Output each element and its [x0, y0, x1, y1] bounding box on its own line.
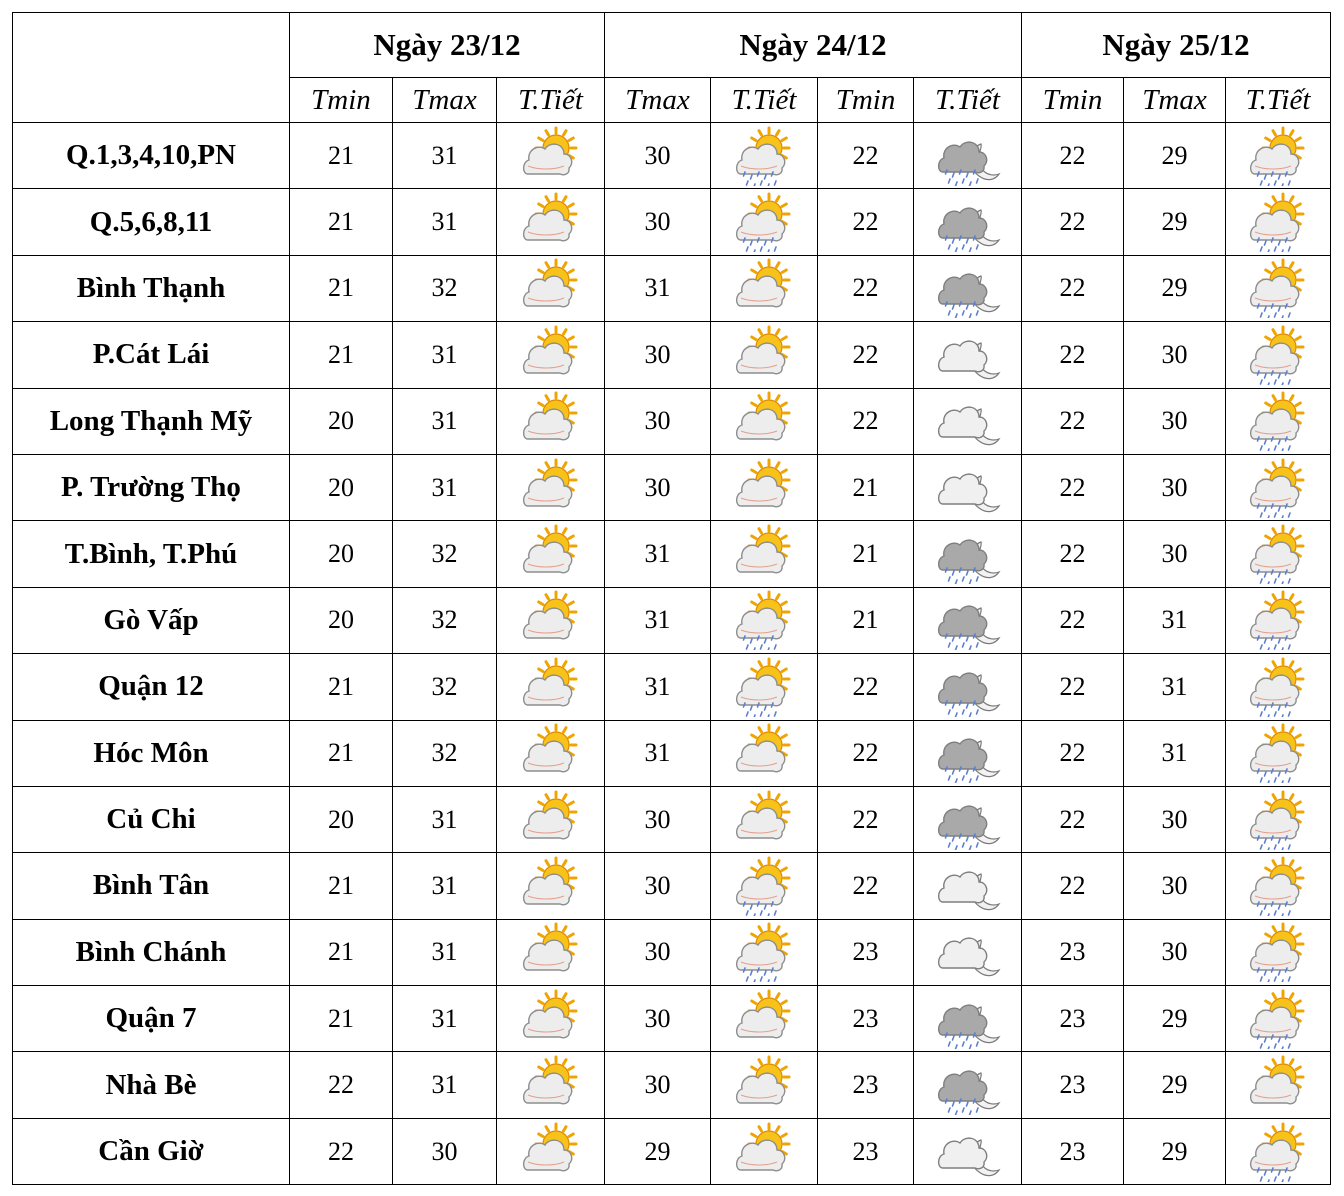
temperature-value: 29 — [1124, 986, 1226, 1052]
sun-cloud-icon — [518, 325, 584, 385]
temperature-value: 21 — [290, 123, 393, 189]
temperature-value: 21 — [290, 255, 393, 321]
temperature-value: 30 — [1124, 454, 1226, 520]
sun-cloud-icon — [497, 454, 605, 520]
moon-cloud-icon — [935, 458, 1001, 518]
col-header: Tmin — [1022, 78, 1124, 123]
sun-cloud-icon — [518, 790, 584, 850]
temperature-value: 22 — [1022, 255, 1124, 321]
sun-cloud-rain-icon — [731, 126, 797, 186]
sun-cloud-icon — [711, 786, 818, 852]
temperature-value: 22 — [818, 786, 914, 852]
table-row — [13, 123, 1331, 189]
temperature-value: 31 — [393, 123, 497, 189]
sun-cloud-icon — [497, 322, 605, 388]
temperature-value: 22 — [818, 322, 914, 388]
temperature-value: 22 — [1022, 322, 1124, 388]
table-row — [13, 255, 1331, 321]
sun-cloud-rain-icon — [731, 922, 797, 982]
moon-cloud-icon — [935, 856, 1001, 916]
sun-cloud-icon — [518, 723, 584, 783]
table-row — [13, 189, 1331, 255]
sun-cloud-icon — [497, 388, 605, 454]
temperature-value: 23 — [1022, 986, 1124, 1052]
temperature-value: 31 — [393, 786, 497, 852]
col-header: T.Tiết — [711, 78, 818, 123]
temperature-value: 22 — [1022, 454, 1124, 520]
sun-cloud-rain-icon — [1226, 454, 1331, 520]
sun-cloud-icon — [497, 189, 605, 255]
district-name: Quận 7 — [13, 986, 290, 1052]
sun-cloud-rain-icon — [1226, 720, 1331, 786]
moon-cloud-rain-icon — [935, 657, 1001, 717]
table-row — [13, 388, 1331, 454]
sun-cloud-icon — [497, 255, 605, 321]
temperature-value: 22 — [290, 1118, 393, 1184]
sun-cloud-rain-icon — [1245, 126, 1311, 186]
temperature-value: 22 — [1022, 123, 1124, 189]
table-row — [13, 720, 1331, 786]
sun-cloud-icon — [1226, 1052, 1331, 1118]
temperature-value: 32 — [393, 521, 497, 587]
moon-cloud-rain-icon — [914, 587, 1022, 653]
district-name: Củ Chi — [13, 786, 290, 852]
temperature-value: 23 — [818, 986, 914, 1052]
sun-cloud-rain-icon — [731, 856, 797, 916]
temperature-value: 29 — [605, 1118, 711, 1184]
moon-cloud-rain-icon — [935, 126, 1001, 186]
temperature-value: 23 — [1022, 1118, 1124, 1184]
temperature-value: 29 — [1124, 1052, 1226, 1118]
sun-cloud-icon — [497, 521, 605, 587]
temperature-value: 30 — [605, 786, 711, 852]
sun-cloud-icon — [497, 1052, 605, 1118]
moon-cloud-rain-icon — [914, 654, 1022, 720]
sun-cloud-rain-icon — [1226, 919, 1331, 985]
sun-cloud-rain-icon — [1226, 123, 1331, 189]
col-header: T.Tiết — [497, 78, 605, 123]
temperature-value: 22 — [1022, 720, 1124, 786]
sun-cloud-icon — [497, 720, 605, 786]
sun-cloud-rain-icon — [711, 654, 818, 720]
temperature-value: 31 — [1124, 587, 1226, 653]
table-row — [13, 454, 1331, 520]
sun-cloud-rain-icon — [1245, 325, 1311, 385]
sun-cloud-rain-icon — [1245, 790, 1311, 850]
temperature-value: 30 — [1124, 853, 1226, 919]
sun-cloud-icon — [711, 521, 818, 587]
district-name: Hóc Môn — [13, 720, 290, 786]
sun-cloud-icon — [518, 458, 584, 518]
temperature-value: 22 — [818, 654, 914, 720]
sun-cloud-icon — [518, 391, 584, 451]
district-name: Cần Giờ — [13, 1118, 290, 1184]
sun-cloud-icon — [711, 986, 818, 1052]
temperature-value: 22 — [1022, 654, 1124, 720]
sun-cloud-icon — [518, 856, 584, 916]
corner-cell — [13, 13, 290, 123]
temperature-value: 30 — [605, 919, 711, 985]
temperature-value: 22 — [1022, 853, 1124, 919]
temperature-value: 21 — [818, 521, 914, 587]
col-header: Tmax — [1124, 78, 1226, 123]
temperature-value: 22 — [1022, 521, 1124, 587]
day-header-3: Ngày 25/12 — [1022, 13, 1331, 78]
temperature-value: 21 — [290, 853, 393, 919]
temperature-value: 22 — [818, 853, 914, 919]
temperature-value: 30 — [605, 322, 711, 388]
sun-cloud-icon — [518, 192, 584, 252]
table-row — [13, 786, 1331, 852]
temperature-value: 30 — [605, 1052, 711, 1118]
temperature-value: 23 — [1022, 1052, 1124, 1118]
sun-cloud-icon — [518, 1055, 584, 1115]
temperature-value: 21 — [290, 654, 393, 720]
col-header: Tmax — [393, 78, 497, 123]
district-name: P. Trường Thọ — [13, 454, 290, 520]
sun-cloud-rain-icon — [1245, 989, 1311, 1049]
table-row — [13, 986, 1331, 1052]
sun-cloud-icon — [518, 258, 584, 318]
temperature-value: 21 — [290, 189, 393, 255]
moon-cloud-icon — [935, 325, 1001, 385]
sun-cloud-rain-icon — [1226, 255, 1331, 321]
sun-cloud-icon — [711, 720, 818, 786]
temperature-value: 22 — [1022, 388, 1124, 454]
sun-cloud-icon — [731, 723, 797, 783]
temperature-value: 31 — [605, 720, 711, 786]
col-header: Tmin — [290, 78, 393, 123]
temperature-value: 30 — [605, 123, 711, 189]
temperature-value: 22 — [290, 1052, 393, 1118]
sun-cloud-icon — [497, 123, 605, 189]
sun-cloud-rain-icon — [1245, 723, 1311, 783]
temperature-value: 31 — [393, 454, 497, 520]
temperature-value: 30 — [605, 388, 711, 454]
sun-cloud-icon — [731, 1122, 797, 1182]
temperature-value: 29 — [1124, 1118, 1226, 1184]
temperature-value: 31 — [393, 853, 497, 919]
moon-cloud-icon — [935, 922, 1001, 982]
temperature-value: 29 — [1124, 123, 1226, 189]
temperature-value: 22 — [1022, 189, 1124, 255]
temperature-value: 30 — [1124, 322, 1226, 388]
temperature-value: 31 — [605, 654, 711, 720]
sun-cloud-icon — [711, 322, 818, 388]
sun-cloud-icon — [497, 919, 605, 985]
moon-cloud-icon — [914, 322, 1022, 388]
district-name: Bình Tân — [13, 853, 290, 919]
temperature-value: 31 — [605, 521, 711, 587]
moon-cloud-icon — [914, 454, 1022, 520]
temperature-value: 31 — [393, 986, 497, 1052]
temperature-value: 31 — [1124, 654, 1226, 720]
temperature-value: 30 — [1124, 388, 1226, 454]
district-name: Nhà Bè — [13, 1052, 290, 1118]
district-name: T.Bình, T.Phú — [13, 521, 290, 587]
day-header-2: Ngày 24/12 — [605, 13, 1022, 78]
sun-cloud-icon — [711, 1118, 818, 1184]
sun-cloud-rain-icon — [1226, 654, 1331, 720]
temperature-value: 23 — [1022, 919, 1124, 985]
sun-cloud-icon — [497, 986, 605, 1052]
moon-cloud-rain-icon — [935, 989, 1001, 1049]
temperature-value: 29 — [1124, 255, 1226, 321]
sun-cloud-icon — [731, 989, 797, 1049]
sun-cloud-icon — [711, 255, 818, 321]
temperature-value: 22 — [818, 720, 914, 786]
sun-cloud-rain-icon — [1226, 587, 1331, 653]
temperature-value: 30 — [605, 853, 711, 919]
moon-cloud-rain-icon — [914, 1052, 1022, 1118]
temperature-value: 30 — [1124, 786, 1226, 852]
temperature-value: 22 — [1022, 587, 1124, 653]
sun-cloud-rain-icon — [1245, 391, 1311, 451]
sun-cloud-icon — [497, 654, 605, 720]
temperature-value: 20 — [290, 587, 393, 653]
district-name: Bình Thạnh — [13, 255, 290, 321]
weather-forecast-table — [12, 12, 1331, 1185]
district-name: Long Thạnh Mỹ — [13, 388, 290, 454]
moon-cloud-rain-icon — [914, 521, 1022, 587]
table-row — [13, 1118, 1331, 1184]
moon-cloud-rain-icon — [935, 590, 1001, 650]
col-header: T.Tiết — [914, 78, 1022, 123]
sun-cloud-icon — [731, 391, 797, 451]
sun-cloud-rain-icon — [1226, 521, 1331, 587]
moon-cloud-rain-icon — [935, 524, 1001, 584]
col-header: Tmax — [605, 78, 711, 123]
sun-cloud-rain-icon — [1226, 189, 1331, 255]
moon-cloud-rain-icon — [935, 192, 1001, 252]
sun-cloud-rain-icon — [1226, 388, 1331, 454]
sun-cloud-icon — [497, 587, 605, 653]
sun-cloud-icon — [1245, 1055, 1311, 1115]
temperature-value: 20 — [290, 454, 393, 520]
temperature-value: 30 — [605, 454, 711, 520]
sun-cloud-icon — [518, 657, 584, 717]
moon-cloud-rain-icon — [914, 123, 1022, 189]
temperature-value: 31 — [393, 388, 497, 454]
sun-cloud-rain-icon — [711, 123, 818, 189]
temperature-value: 30 — [1124, 521, 1226, 587]
temperature-value: 30 — [605, 986, 711, 1052]
col-header: Tmin — [818, 78, 914, 123]
temperature-value: 31 — [393, 189, 497, 255]
sun-cloud-icon — [518, 524, 584, 584]
temperature-value: 21 — [818, 587, 914, 653]
sun-cloud-rain-icon — [1245, 590, 1311, 650]
temperature-value: 23 — [818, 1052, 914, 1118]
sun-cloud-icon — [731, 790, 797, 850]
sun-cloud-rain-icon — [731, 590, 797, 650]
sun-cloud-rain-icon — [731, 192, 797, 252]
sun-cloud-rain-icon — [711, 189, 818, 255]
moon-cloud-icon — [935, 1122, 1001, 1182]
moon-cloud-rain-icon — [935, 790, 1001, 850]
temperature-value: 30 — [393, 1118, 497, 1184]
moon-cloud-icon — [914, 1118, 1022, 1184]
table-row — [13, 1052, 1331, 1118]
temperature-value: 21 — [818, 454, 914, 520]
district-name: P.Cát Lái — [13, 322, 290, 388]
sun-cloud-icon — [497, 786, 605, 852]
moon-cloud-rain-icon — [914, 986, 1022, 1052]
temperature-value: 20 — [290, 388, 393, 454]
sun-cloud-rain-icon — [1245, 458, 1311, 518]
sun-cloud-icon — [497, 853, 605, 919]
sun-cloud-icon — [518, 989, 584, 1049]
district-name: Bình Chánh — [13, 919, 290, 985]
moon-cloud-icon — [914, 853, 1022, 919]
sun-cloud-icon — [731, 458, 797, 518]
moon-cloud-rain-icon — [935, 258, 1001, 318]
temperature-value: 30 — [1124, 919, 1226, 985]
temperature-value: 22 — [1022, 786, 1124, 852]
sun-cloud-rain-icon — [1226, 986, 1331, 1052]
sun-cloud-rain-icon — [1226, 853, 1331, 919]
table-row — [13, 853, 1331, 919]
district-name: Gò Vấp — [13, 587, 290, 653]
moon-cloud-rain-icon — [914, 189, 1022, 255]
table-row — [13, 587, 1331, 653]
temperature-value: 31 — [605, 255, 711, 321]
sun-cloud-rain-icon — [1245, 258, 1311, 318]
forecast-body — [13, 123, 1331, 1185]
sun-cloud-icon — [731, 524, 797, 584]
sun-cloud-rain-icon — [1245, 524, 1311, 584]
sun-cloud-rain-icon — [1226, 1118, 1331, 1184]
table-row — [13, 919, 1331, 985]
moon-cloud-rain-icon — [914, 720, 1022, 786]
temperature-value: 31 — [393, 919, 497, 985]
sun-cloud-icon — [711, 454, 818, 520]
sun-cloud-icon — [711, 388, 818, 454]
moon-cloud-icon — [935, 391, 1001, 451]
temperature-value: 22 — [818, 255, 914, 321]
moon-cloud-rain-icon — [914, 786, 1022, 852]
moon-cloud-icon — [914, 388, 1022, 454]
temperature-value: 30 — [605, 189, 711, 255]
table-row — [13, 654, 1331, 720]
temperature-value: 21 — [290, 986, 393, 1052]
sun-cloud-icon — [731, 258, 797, 318]
day-header-1: Ngày 23/12 — [290, 13, 605, 78]
col-header: T.Tiết — [1226, 78, 1331, 123]
sun-cloud-rain-icon — [1245, 856, 1311, 916]
table-row — [13, 322, 1331, 388]
temperature-value: 21 — [290, 720, 393, 786]
sun-cloud-rain-icon — [1226, 786, 1331, 852]
temperature-value: 31 — [605, 587, 711, 653]
temperature-value: 31 — [393, 322, 497, 388]
sun-cloud-rain-icon — [711, 919, 818, 985]
sun-cloud-rain-icon — [711, 853, 818, 919]
sun-cloud-rain-icon — [731, 657, 797, 717]
temperature-value: 20 — [290, 786, 393, 852]
temperature-value: 22 — [818, 189, 914, 255]
district-name: Q.5,6,8,11 — [13, 189, 290, 255]
sun-cloud-icon — [731, 325, 797, 385]
moon-cloud-rain-icon — [935, 1055, 1001, 1115]
moon-cloud-rain-icon — [914, 255, 1022, 321]
sun-cloud-rain-icon — [1226, 322, 1331, 388]
temperature-value: 32 — [393, 720, 497, 786]
sun-cloud-icon — [518, 1122, 584, 1182]
district-name: Quận 12 — [13, 654, 290, 720]
temperature-value: 31 — [393, 1052, 497, 1118]
district-name: Q.1,3,4,10,PN — [13, 123, 290, 189]
sun-cloud-icon — [518, 590, 584, 650]
sun-cloud-rain-icon — [1245, 922, 1311, 982]
temperature-value: 32 — [393, 587, 497, 653]
temperature-value: 23 — [818, 919, 914, 985]
sun-cloud-rain-icon — [1245, 657, 1311, 717]
temperature-value: 23 — [818, 1118, 914, 1184]
sun-cloud-rain-icon — [711, 587, 818, 653]
sun-cloud-icon — [731, 1055, 797, 1115]
sun-cloud-icon — [497, 1118, 605, 1184]
sun-cloud-icon — [711, 1052, 818, 1118]
sun-cloud-rain-icon — [1245, 1122, 1311, 1182]
temperature-value: 21 — [290, 322, 393, 388]
temperature-value: 32 — [393, 654, 497, 720]
header-row-days — [13, 13, 1331, 78]
sun-cloud-icon — [518, 922, 584, 982]
temperature-value: 32 — [393, 255, 497, 321]
temperature-value: 31 — [1124, 720, 1226, 786]
temperature-value: 22 — [818, 123, 914, 189]
temperature-value: 29 — [1124, 189, 1226, 255]
table-row — [13, 521, 1331, 587]
temperature-value: 20 — [290, 521, 393, 587]
temperature-value: 22 — [818, 388, 914, 454]
moon-cloud-icon — [914, 919, 1022, 985]
temperature-value: 21 — [290, 919, 393, 985]
moon-cloud-rain-icon — [935, 723, 1001, 783]
sun-cloud-rain-icon — [1245, 192, 1311, 252]
sun-cloud-icon — [518, 126, 584, 186]
